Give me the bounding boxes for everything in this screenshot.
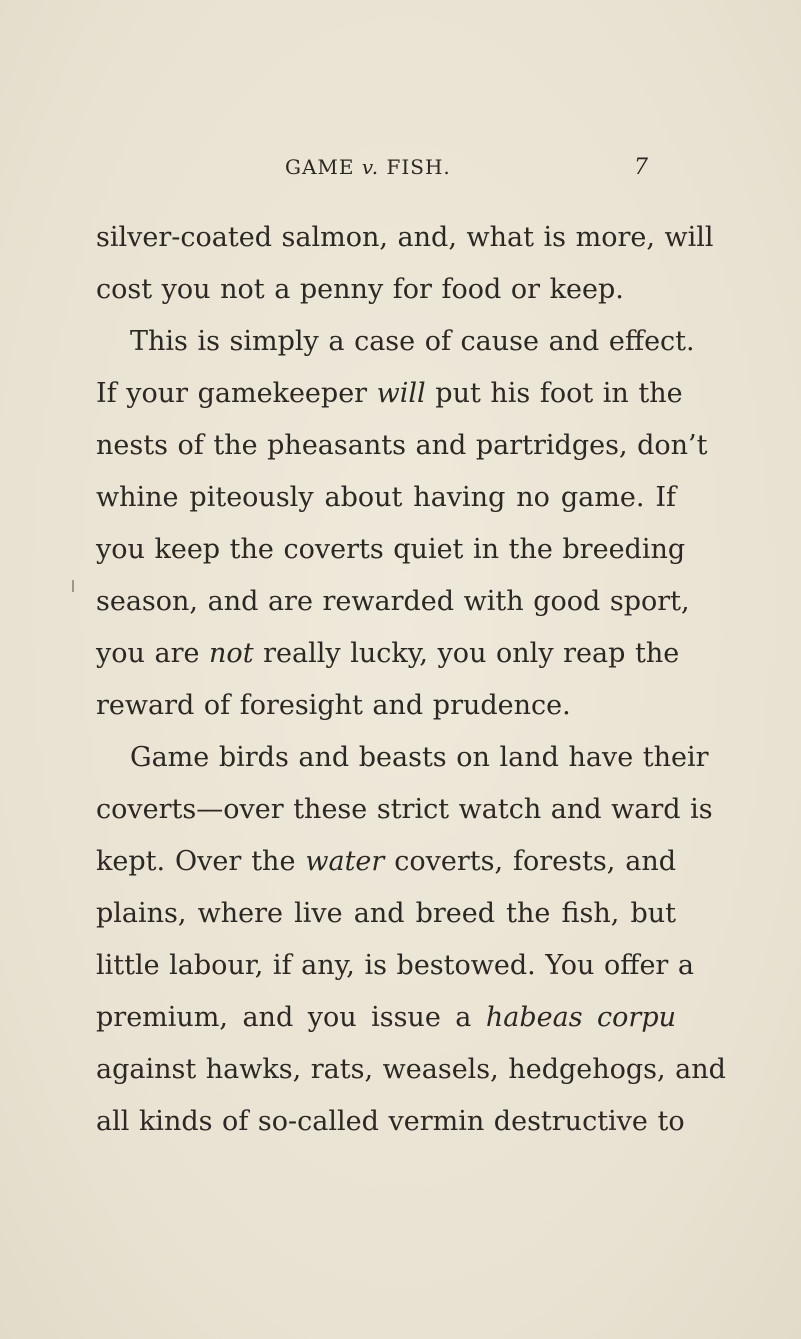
text-line: reward of foresight and prudence. xyxy=(96,690,571,721)
text-line: whine piteously about having no game. If xyxy=(96,482,676,513)
text-line: cost you not a penny for food or keep. xyxy=(96,274,624,305)
running-head-versus: v. xyxy=(361,155,380,179)
text-line: coverts—over these strict watch and ward is xyxy=(96,794,713,825)
text-line: Game birds and beasts on land have their xyxy=(130,742,709,773)
text-line: against hawks, rats, weasels, hedgehogs, and xyxy=(96,1054,726,1085)
running-head-game: GAME xyxy=(285,155,355,179)
text-line: silver-coated salmon, and, what is more, will xyxy=(96,222,714,253)
text-line: If your gamekeeper will put his foot in the xyxy=(96,378,683,409)
page-number: 7 xyxy=(634,155,648,180)
emphasis: will xyxy=(376,378,426,409)
emphasis: not xyxy=(209,638,254,669)
emphasis: water xyxy=(305,846,385,877)
running-head xyxy=(285,155,451,179)
emphasis: habeas corpu xyxy=(485,1002,676,1033)
text-line: all kinds of so-called vermin destructive to xyxy=(96,1106,685,1137)
page-header xyxy=(96,155,656,191)
text-line: little labour, if any, is bestowed. You offer a xyxy=(96,950,695,981)
text-line: plains, where live and breed the fish, but xyxy=(96,898,676,929)
text-line: season, and are rewarded with good sport, xyxy=(96,586,690,617)
text-line: premium, and you issue a habeas corpu xyxy=(96,1002,676,1033)
text-line: you keep the coverts quiet in the breeding xyxy=(96,534,686,565)
text-line: nests of the pheasants and partridges, don’t xyxy=(96,430,708,461)
text-line: kept. Over the water coverts, forests, and xyxy=(96,846,676,877)
margin-mark xyxy=(72,580,74,592)
text-line: you are not really lucky, you only reap the xyxy=(96,638,680,669)
body-text xyxy=(96,212,726,1148)
running-head-fish: FISH. xyxy=(386,155,451,179)
text-line: This is simply a case of cause and effect. xyxy=(130,326,695,357)
